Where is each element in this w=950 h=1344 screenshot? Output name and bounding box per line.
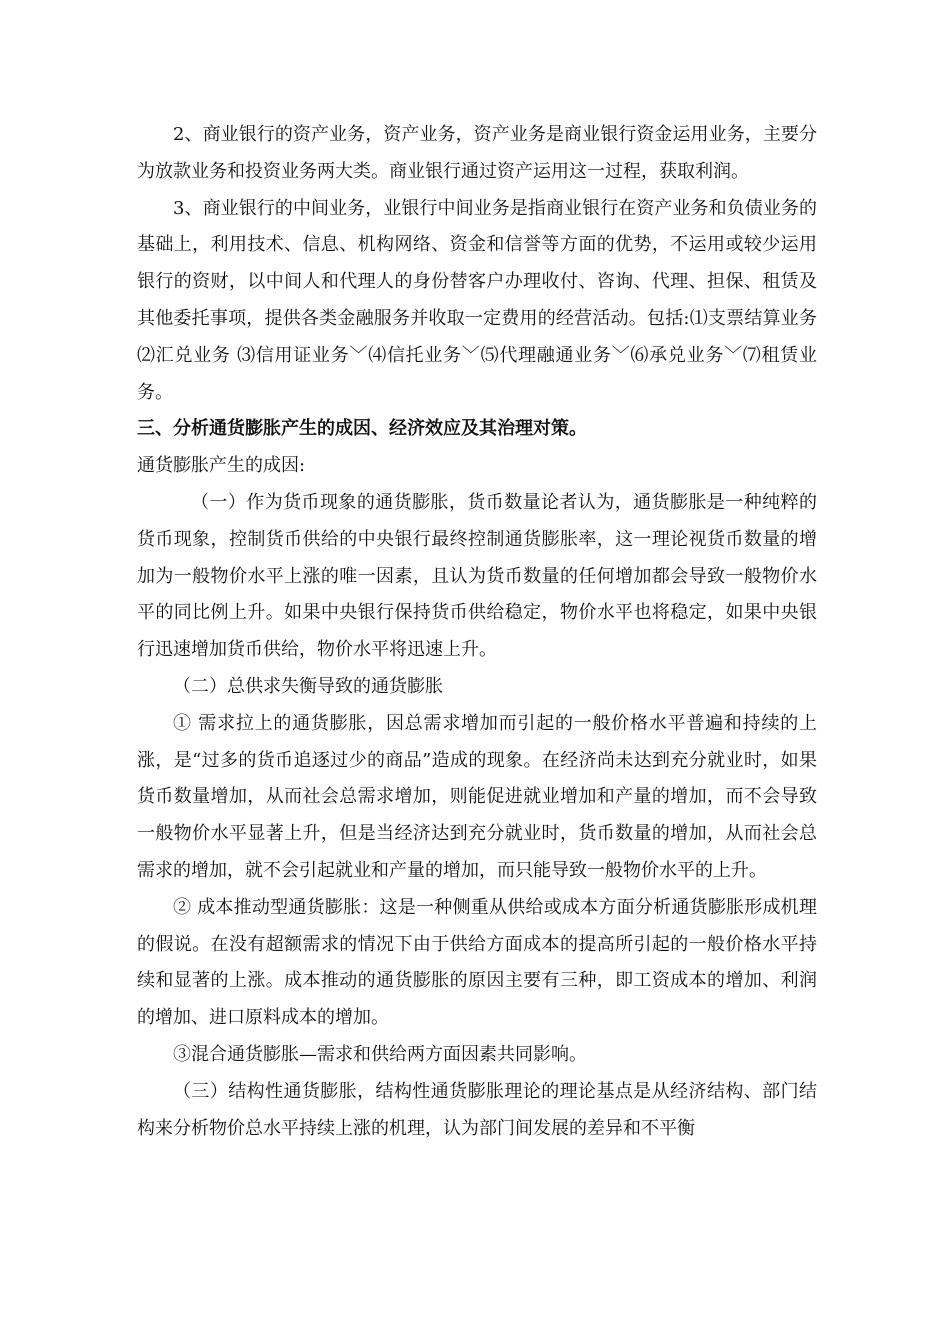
paragraph-intermediary-business: 3、商业银行的中间业务，业银行中间业务是指商业银行在资产业务和负债业务的基础上，利用技术、信息、机构网络、资金和信誉等方面的优势，不运用或较少运用银行的资财，以中间人和代理人的身份替客户办理收付、咨询、代理、担保、租赁及其他委托事项，提供各类金融服务并收取一定费用的经营活动。包括:⑴支票结算业务 ⑵汇兑业务 ⑶信用证业务﹀⑷信托业务﹀⑸代理融通业务﹀⑹承兑业务﹀⑺租赁业务。 xyxy=(137,197,835,403)
document-body xyxy=(137,117,835,1147)
paragraph-structural-inflation: （三）结构性通货膨胀，结构性通货膨胀理论的理论基点是从经济结构、部门结构来分析物价总水平持续上涨的机理，认为部门间发展的差异和不平衡 xyxy=(137,1080,817,1139)
paragraph-monetary-phenomenon: （一）作为货币现象的通货膨胀，货币数量论者认为，通货膨胀是一种纯粹的货币现象，控制货币供给的中央银行最终控制通货膨胀率，这一理论视货币数量的增加为一般物价水平上涨的唯一因素，且认为货币数量的任何增加都会导致一般物价水平的同比例上升。如果中央银行保持货币供给稳定，物价水平也将稳定，如果中央银行迅速增加货币供给，物价水平将迅速上升。 xyxy=(137,491,817,661)
paragraph-asset-business: 2、商业银行的资产业务，资产业务，资产业务是商业银行资金运用业务，主要分为放款业务和投资业务两大类。商业银行通过资产运用这一过程，获取利润。 xyxy=(137,124,817,182)
paragraph-mixed-inflation: ③混合通货膨胀—需求和供给两方面因素共同影响。 xyxy=(173,1043,587,1065)
subheading-inflation-causes: 通货膨胀产生的成因: xyxy=(137,455,306,477)
paragraph-demand-pull: ① 需求拉上的通货膨胀，因总需求增加而引起的一般价格水平普遍和持续的上涨，是“过多的货币追逐过少的商品”造成的现象。在经济尚未达到充分就业时，如果货币数量增加，从而社会总需求增加，则能促进就业增加和产量的增加，而不会导致一般物价水平显著上升，但是当经济达到充分就业时，货币数量的增加，从而社会总需求的增加，就不会引起就业和产量的增加，而只能导致一般物价水平的上升。 xyxy=(137,712,817,881)
section-heading-inflation: 三、分析通货膨胀产生的成因、经济效应及其治理对策。 xyxy=(137,418,587,440)
subheading-supply-demand-imbalance: （二）总供求失衡导致的通货膨胀 xyxy=(173,675,443,697)
paragraph-cost-push: ② 成本推动型通货膨胀：这是一种侧重从供给或成本方面分析通货膨胀形成机理的假说。在没有超额需求的情况下由于供给方面成本的提高所引起的一般价格水平持续和显著的上涨。成本推动的通货膨胀的原因主要有三种，即工资成本的增加、利润的增加、进口原料成本的增加。 xyxy=(137,896,817,1029)
